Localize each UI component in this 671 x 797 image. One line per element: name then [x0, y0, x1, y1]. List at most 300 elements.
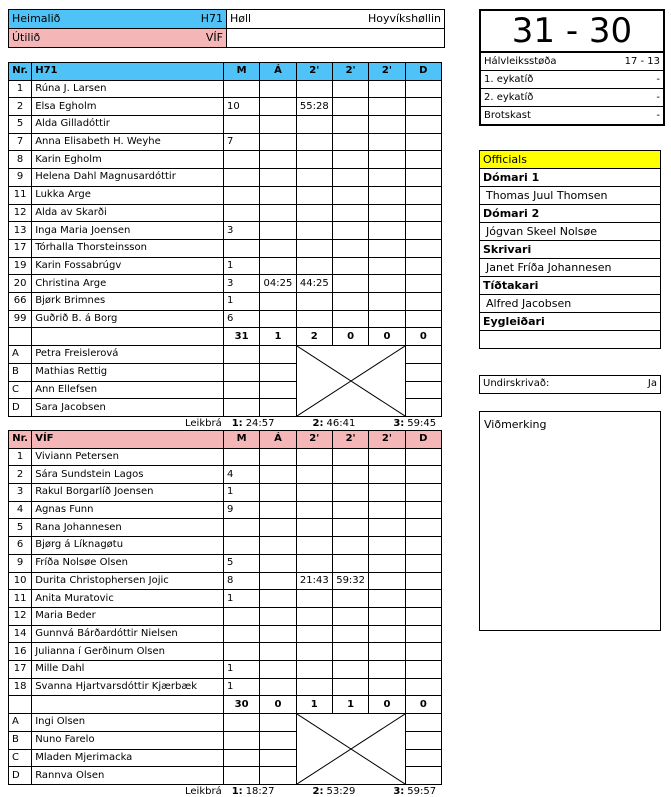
player-stat: 44:25: [296, 275, 332, 293]
match-header: [8, 9, 445, 48]
timeout-time: 24:57: [245, 418, 275, 429]
player-goals: [223, 151, 259, 169]
player-row: [9, 275, 442, 293]
signed-box: [479, 375, 661, 394]
total-value: 0: [332, 328, 368, 346]
player-name: Elsa Egholm: [32, 98, 224, 116]
player-row: [9, 519, 442, 537]
player-goals: [223, 80, 259, 98]
total-value: 30: [223, 696, 259, 714]
official-empty: [260, 749, 296, 767]
player-number: 18: [9, 678, 32, 696]
player-stat: [405, 625, 441, 643]
player-stat: [260, 204, 296, 222]
away-timeouts: [185, 786, 436, 797]
official-empty: [405, 363, 441, 381]
player-goals: 3: [223, 222, 259, 240]
player-stat: [260, 660, 296, 678]
player-stat: [369, 151, 405, 169]
player-stat: [260, 625, 296, 643]
player-stat: [405, 257, 441, 275]
crossed-area: [296, 346, 405, 417]
player-stat: [369, 501, 405, 519]
official-role: Eygleiðari: [480, 313, 661, 331]
official-empty: [260, 731, 296, 749]
player-row: [9, 484, 442, 502]
player-stat: [332, 643, 368, 661]
player-row: [9, 186, 442, 204]
team-name: VÍF: [32, 431, 224, 449]
player-stat: [369, 257, 405, 275]
player-stat: [296, 607, 332, 625]
player-stat: [260, 186, 296, 204]
player-stat: [332, 257, 368, 275]
player-stat: [405, 98, 441, 116]
timeout-label: Leikbrá: [185, 786, 222, 797]
cross-icon: [297, 714, 405, 784]
player-stat: [369, 519, 405, 537]
official-empty: [260, 346, 296, 364]
player-stat: [332, 537, 368, 555]
official-empty: [260, 399, 296, 417]
team-header-row: [9, 63, 442, 81]
score-row-value: 17 - 13: [624, 55, 660, 67]
official-name-row: [480, 259, 661, 277]
home-team-table: [8, 62, 442, 417]
player-stat: [296, 590, 332, 608]
official-role: Dómari 2: [480, 205, 661, 223]
player-number: 1: [9, 448, 32, 466]
player-number: 99: [9, 310, 32, 328]
player-name: Viviann Petersen: [32, 448, 224, 466]
player-goals: 1: [223, 484, 259, 502]
official-empty: [223, 381, 259, 399]
score-box: [479, 9, 665, 126]
player-stat: [296, 186, 332, 204]
player-stat: [369, 275, 405, 293]
player-name: Maria Beder: [32, 607, 224, 625]
player-number: 12: [9, 607, 32, 625]
totals-row: [9, 328, 442, 346]
player-stat: [332, 484, 368, 502]
player-stat: [260, 133, 296, 151]
player-stat: [405, 643, 441, 661]
player-name: Durita Christophersen Jojic: [32, 572, 224, 590]
player-row: [9, 678, 442, 696]
score-row: [481, 107, 663, 125]
timeout-time: 59:57: [407, 786, 437, 797]
player-row: [9, 239, 442, 257]
player-stat: [260, 537, 296, 555]
player-number: 3: [9, 484, 32, 502]
player-row: [9, 222, 442, 240]
away-team-cell: [9, 29, 227, 48]
player-stat: [405, 275, 441, 293]
player-stat: [405, 660, 441, 678]
col-header: Á: [260, 431, 296, 449]
official-name-row: [480, 295, 661, 313]
team-header-row: [9, 431, 442, 449]
player-stat: [260, 310, 296, 328]
player-number: 2: [9, 466, 32, 484]
player-name: Karin Egholm: [32, 151, 224, 169]
player-stat: [296, 484, 332, 502]
player-row: [9, 501, 442, 519]
official-empty: [223, 346, 259, 364]
score-row: [481, 71, 663, 89]
team-official-letter: B: [9, 363, 32, 381]
player-goals: 5: [223, 554, 259, 572]
player-stat: [332, 204, 368, 222]
player-stat: [405, 116, 441, 134]
player-number: 7: [9, 133, 32, 151]
player-goals: [223, 116, 259, 134]
final-score: 31 - 30: [481, 11, 663, 52]
player-stat: 21:43: [296, 572, 332, 590]
player-row: [9, 448, 442, 466]
score-row-cell: [481, 107, 663, 125]
official-name: Janet Fríða Johannesen: [480, 259, 661, 277]
player-stat: [405, 590, 441, 608]
player-number: 1: [9, 80, 32, 98]
player-row: [9, 169, 442, 187]
player-goals: [223, 625, 259, 643]
player-stat: [405, 169, 441, 187]
player-stat: [369, 239, 405, 257]
hall-name: Hoyvíkshøllin: [367, 12, 441, 25]
player-stat: [369, 448, 405, 466]
player-stat: [369, 643, 405, 661]
official-empty: [405, 399, 441, 417]
score-row: [481, 89, 663, 107]
player-name: Mille Dahl: [32, 660, 224, 678]
player-row: [9, 204, 442, 222]
hall-empty-cell: [227, 29, 445, 48]
player-stat: [369, 116, 405, 134]
player-stat: [332, 292, 368, 310]
player-stat: [405, 537, 441, 555]
totals-blank: [9, 328, 32, 346]
team-official-name: Mladen Mjerimacka: [32, 749, 224, 767]
player-stat: [332, 678, 368, 696]
score-row-cell: [481, 89, 663, 107]
official-empty: [223, 767, 259, 785]
col-header: 2': [296, 63, 332, 81]
official-name: Jógvan Skeel Nolsøe: [480, 223, 661, 241]
player-number: 4: [9, 501, 32, 519]
player-stat: [369, 537, 405, 555]
total-value: 0: [405, 696, 441, 714]
player-stat: [405, 80, 441, 98]
team-name: H71: [32, 63, 224, 81]
score-row-label: 2. eykatíð: [484, 91, 534, 103]
player-goals: [223, 239, 259, 257]
player-stat: [332, 448, 368, 466]
score-details: [481, 52, 663, 124]
player-name: Helena Dahl Magnusardóttir: [32, 169, 224, 187]
player-stat: [260, 607, 296, 625]
player-stat: [405, 501, 441, 519]
player-stat: [296, 292, 332, 310]
player-number: 10: [9, 572, 32, 590]
official-empty: [405, 381, 441, 399]
player-stat: [260, 678, 296, 696]
team-official-name: Sara Jacobsen: [32, 399, 224, 417]
player-goals: [223, 519, 259, 537]
player-stat: [332, 660, 368, 678]
player-number: 11: [9, 590, 32, 608]
away-team-name: VÍF: [205, 31, 223, 44]
player-name: Bjørk Brimnes: [32, 292, 224, 310]
player-stat: [296, 643, 332, 661]
crossed-area: [296, 714, 405, 785]
hall-label: Høll: [230, 12, 252, 25]
score-row-value: -: [656, 73, 660, 85]
timeout-time: 53:29: [326, 786, 356, 797]
home-team-name: H71: [200, 12, 223, 25]
player-row: [9, 554, 442, 572]
player-stat: [369, 204, 405, 222]
player-stat: [369, 80, 405, 98]
player-stat: [296, 80, 332, 98]
player-stat: [332, 169, 368, 187]
player-stat: [296, 310, 332, 328]
player-stat: [405, 292, 441, 310]
official-role-row: [480, 313, 661, 331]
player-number: 5: [9, 519, 32, 537]
hall-cell: [227, 10, 445, 29]
team-official-name: Ingi Olsen: [32, 714, 224, 732]
col-nr: Nr.: [9, 431, 32, 449]
score-row-value: -: [656, 91, 660, 103]
remark-box: [479, 411, 661, 631]
player-stat: [332, 222, 368, 240]
signed-cell: [480, 376, 661, 394]
player-stat: [369, 625, 405, 643]
home-timeouts: [185, 418, 436, 429]
player-stat: [260, 590, 296, 608]
total-value: 1: [296, 696, 332, 714]
player-name: Alda Gilladóttir: [32, 116, 224, 134]
player-stat: [296, 678, 332, 696]
player-row: [9, 133, 442, 151]
player-stat: 59:32: [332, 572, 368, 590]
player-number: 12: [9, 204, 32, 222]
player-stat: [260, 572, 296, 590]
player-name: Rakul Borgarlíð Joensen: [32, 484, 224, 502]
player-stat: [296, 169, 332, 187]
player-stat: [332, 80, 368, 98]
player-number: 9: [9, 169, 32, 187]
official-empty: [405, 749, 441, 767]
player-stat: [332, 625, 368, 643]
player-stat: [260, 98, 296, 116]
player-stat: [332, 607, 368, 625]
player-stat: [296, 501, 332, 519]
team-official-letter: A: [9, 714, 32, 732]
team-official-letter: A: [9, 346, 32, 364]
player-name: Inga Maria Joensen: [32, 222, 224, 240]
col-header: 2': [332, 63, 368, 81]
player-stat: [260, 519, 296, 537]
player-name: Guðrið B. á Borg: [32, 310, 224, 328]
total-value: 2: [296, 328, 332, 346]
player-number: 16: [9, 643, 32, 661]
player-stat: [405, 554, 441, 572]
official-empty: [260, 714, 296, 732]
player-goals: [223, 643, 259, 661]
col-header: M: [223, 431, 259, 449]
player-name: Karin Fossabrúgv: [32, 257, 224, 275]
official-role-row: [480, 277, 661, 295]
official-name-row: [480, 187, 661, 205]
player-stat: [405, 607, 441, 625]
score-row-cell: [481, 53, 663, 71]
col-nr: Nr.: [9, 63, 32, 81]
player-stat: [332, 186, 368, 204]
player-name: Tórhalla Thorsteinsson: [32, 239, 224, 257]
official-empty: [260, 363, 296, 381]
player-stat: [405, 151, 441, 169]
player-stat: [369, 554, 405, 572]
player-stat: [369, 484, 405, 502]
player-stat: 55:28: [296, 98, 332, 116]
player-stat: [405, 186, 441, 204]
player-number: 20: [9, 275, 32, 293]
player-stat: [260, 484, 296, 502]
player-goals: [223, 537, 259, 555]
official-empty: [260, 381, 296, 399]
player-stat: [296, 116, 332, 134]
player-stat: [332, 133, 368, 151]
score-row-label: Hálvleiksstøða: [484, 55, 557, 67]
player-stat: [332, 501, 368, 519]
player-goals: 1: [223, 590, 259, 608]
team-official-letter: D: [9, 767, 32, 785]
official-role-row: [480, 205, 661, 223]
score-row-cell: [481, 71, 663, 89]
official-role: Dómari 1: [480, 169, 661, 187]
total-value: 1: [332, 696, 368, 714]
player-goals: 3: [223, 275, 259, 293]
player-stat: [260, 239, 296, 257]
player-stat: [260, 292, 296, 310]
player-number: 17: [9, 660, 32, 678]
player-stat: [332, 310, 368, 328]
player-stat: [405, 204, 441, 222]
official-empty: [223, 399, 259, 417]
official-empty: [223, 363, 259, 381]
player-stat: [296, 625, 332, 643]
totals-blank: [9, 696, 32, 714]
player-goals: [223, 204, 259, 222]
official-name: Thomas Juul Thomsen: [480, 187, 661, 205]
player-stat: [332, 590, 368, 608]
player-goals: 4: [223, 466, 259, 484]
player-stat: [260, 222, 296, 240]
player-stat: [296, 204, 332, 222]
player-number: 66: [9, 292, 32, 310]
player-name: Alda av Skarði: [32, 204, 224, 222]
player-goals: 8: [223, 572, 259, 590]
team-official-name: Rannva Olsen: [32, 767, 224, 785]
player-row: [9, 643, 442, 661]
player-stat: [369, 169, 405, 187]
officials-header-row: [480, 151, 661, 169]
official-empty: [223, 731, 259, 749]
team-official-name: Mathias Rettig: [32, 363, 224, 381]
official-role-row: [480, 169, 661, 187]
player-goals: [223, 186, 259, 204]
official-role: Skrivari: [480, 241, 661, 259]
player-stat: [296, 466, 332, 484]
player-stat: [332, 98, 368, 116]
player-name: Bjørg á Líknagøtu: [32, 537, 224, 555]
player-stat: [405, 310, 441, 328]
total-value: 0: [369, 328, 405, 346]
player-stat: [296, 222, 332, 240]
player-stat: [296, 448, 332, 466]
score-row-value: -: [656, 109, 660, 121]
player-stat: [405, 448, 441, 466]
player-name: Anita Muratovic: [32, 590, 224, 608]
team-official-name: Ann Ellefsen: [32, 381, 224, 399]
totals-blank: [32, 328, 224, 346]
player-stat: [369, 590, 405, 608]
player-stat: [369, 660, 405, 678]
player-stat: [296, 257, 332, 275]
official-empty: [405, 714, 441, 732]
official-empty: [405, 346, 441, 364]
player-stat: [369, 678, 405, 696]
player-goals: 1: [223, 678, 259, 696]
player-stat: [260, 169, 296, 187]
player-row: [9, 537, 442, 555]
player-stat: [369, 133, 405, 151]
player-stat: [296, 537, 332, 555]
player-stat: [296, 151, 332, 169]
timeout-index: 3:: [393, 786, 405, 797]
team-official-letter: C: [9, 381, 32, 399]
player-stat: [332, 275, 368, 293]
player-stat: [332, 239, 368, 257]
player-stat: [296, 660, 332, 678]
player-stat: [260, 151, 296, 169]
total-value: 0: [260, 696, 296, 714]
official-name: Alfred Jacobsen: [480, 295, 661, 313]
player-row: [9, 292, 442, 310]
col-header: M: [223, 63, 259, 81]
player-stat: [296, 519, 332, 537]
timeout-time: 46:41: [326, 418, 356, 429]
col-header: 2': [296, 431, 332, 449]
player-stat: [260, 643, 296, 661]
player-number: 9: [9, 554, 32, 572]
player-goals: 7: [223, 133, 259, 151]
score-row-label: Brotskast: [484, 109, 531, 121]
player-stat: [369, 310, 405, 328]
timeout-time: 59:45: [407, 418, 437, 429]
official-name-row: [480, 223, 661, 241]
player-stat: [369, 607, 405, 625]
player-number: 17: [9, 239, 32, 257]
player-goals: [223, 169, 259, 187]
timeout-index: 3:: [393, 418, 405, 429]
timeout-index: 2:: [312, 786, 324, 797]
player-stat: [332, 519, 368, 537]
official-empty: [260, 767, 296, 785]
timeout-label: Leikbrá: [185, 418, 222, 429]
